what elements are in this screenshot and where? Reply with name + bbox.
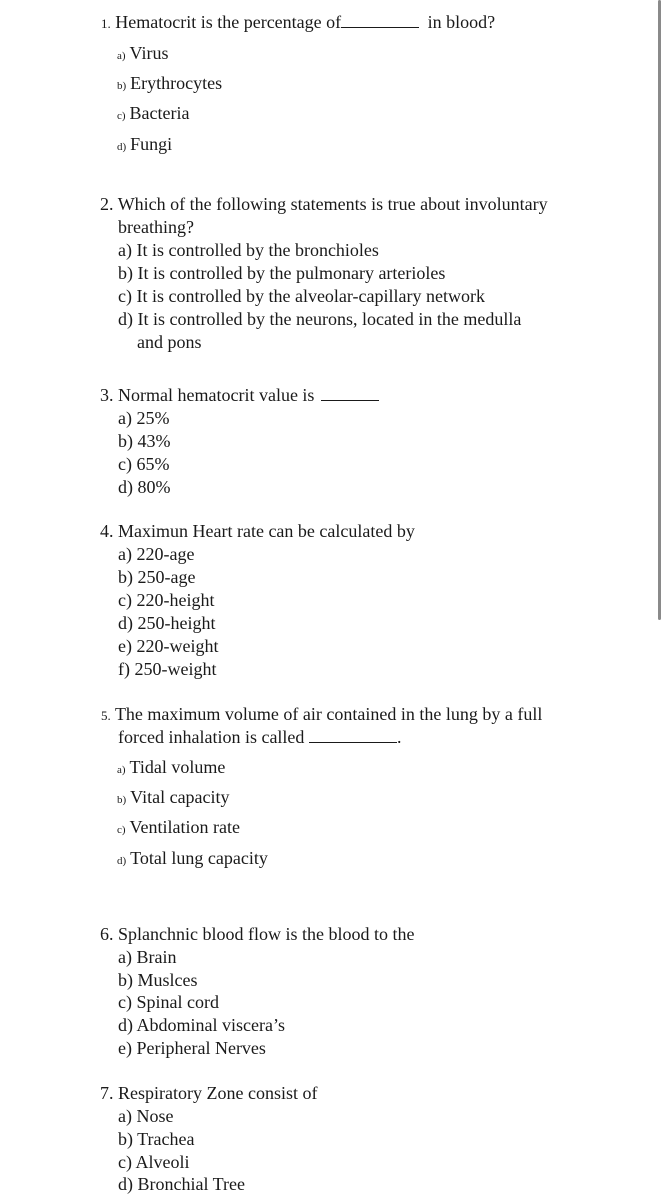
question-text: Respiratory Zone consist of — [118, 1083, 318, 1103]
question-5-stem-line2 — [118, 726, 401, 748]
option-letter: b) — [117, 794, 127, 806]
option-d: d) It is controlled by the neurons, located in the medulla — [118, 309, 522, 329]
vertical-scrollbar[interactable] — [658, 0, 661, 620]
option-letter: d) — [117, 141, 127, 153]
question-1-stem — [101, 11, 495, 35]
question-text: Hematocrit is the percentage of — [115, 12, 342, 32]
question-6-stem — [100, 923, 414, 945]
option-letter: d) — [117, 855, 127, 867]
option-d: d) Abdominal viscera’s — [118, 1015, 285, 1035]
question-number: 1. — [101, 16, 111, 31]
option-c: c) Alveoli — [118, 1152, 190, 1172]
question-text-end: in blood? — [427, 12, 496, 32]
option-b — [117, 786, 230, 811]
question-2-stem-line2: breathing? — [118, 217, 194, 237]
option-c — [117, 102, 190, 127]
option-b: b) 43% — [118, 431, 171, 451]
option-d: d) 80% — [118, 477, 171, 497]
question-number: 3. — [100, 385, 114, 405]
question-text: Maximun Heart rate can be calculated by — [118, 521, 415, 541]
answer-blank — [321, 384, 379, 401]
option-text: Bacteria — [129, 103, 190, 123]
option-c: c) 65% — [118, 454, 170, 474]
option-letter: b) — [117, 80, 127, 92]
answer-blank — [341, 11, 419, 28]
option-d-continuation: and pons — [137, 332, 202, 352]
option-letter: c) — [117, 110, 126, 122]
question-2-stem — [100, 193, 548, 215]
option-e: e) Peripheral Nerves — [118, 1038, 266, 1058]
question-text: forced inhalation is called — [118, 727, 305, 747]
question-3-stem — [100, 384, 379, 406]
option-a: a) 220-age — [118, 544, 195, 564]
option-letter: a) — [117, 50, 126, 62]
option-letter: c) — [117, 824, 126, 836]
option-b: b) Muslces — [118, 970, 198, 990]
option-text: Tidal volume — [129, 757, 226, 777]
question-5-stem — [101, 703, 542, 727]
option-text: Erythrocytes — [130, 73, 223, 93]
option-c: c) It is controlled by the alveolar-capillary network — [118, 286, 485, 306]
option-a — [117, 756, 225, 781]
option-a: a) Brain — [118, 947, 177, 967]
option-text: Fungi — [130, 134, 173, 154]
option-text: Total lung capacity — [130, 848, 268, 868]
question-text: The maximum volume of air contained in the lung by a full — [114, 704, 543, 724]
question-text: Normal hematocrit value is — [118, 385, 315, 405]
option-c: c) 220-height — [118, 590, 215, 610]
option-text: Virus — [129, 43, 169, 63]
option-text: Ventilation rate — [129, 817, 241, 837]
question-number: 4. — [100, 521, 114, 541]
question-7-stem — [100, 1082, 317, 1104]
option-a: a) It is controlled by the bronchioles — [118, 240, 379, 260]
option-d: d) Bronchial Tree — [118, 1174, 245, 1194]
question-number: 2. — [100, 194, 114, 214]
option-letter: a) — [117, 764, 126, 776]
option-a: a) Nose — [118, 1106, 174, 1126]
question-number: 7. — [100, 1083, 114, 1103]
option-d: d) 250-height — [118, 613, 216, 633]
option-b: b) Trachea — [118, 1129, 195, 1149]
question-number: 6. — [100, 924, 114, 944]
option-b — [117, 72, 222, 97]
option-a: a) 25% — [118, 408, 170, 428]
option-c: c) Spinal cord — [118, 992, 219, 1012]
option-b: b) It is controlled by the pulmonary arterioles — [118, 263, 446, 283]
option-c — [117, 816, 240, 841]
option-e: e) 220-weight — [118, 636, 219, 656]
option-d — [117, 847, 268, 872]
answer-blank — [309, 726, 397, 743]
option-f: f) 250-weight — [118, 659, 217, 679]
option-b: b) 250-age — [118, 567, 196, 587]
option-a — [117, 42, 168, 67]
question-text-end: . — [396, 727, 402, 747]
question-4-stem — [100, 520, 415, 542]
question-text: Which of the following statements is true about involuntary — [117, 194, 548, 214]
question-number: 5. — [101, 708, 111, 723]
question-text: Splanchnic blood flow is the blood to the — [118, 924, 415, 944]
option-d — [117, 133, 172, 158]
option-text: Vital capacity — [130, 787, 230, 807]
